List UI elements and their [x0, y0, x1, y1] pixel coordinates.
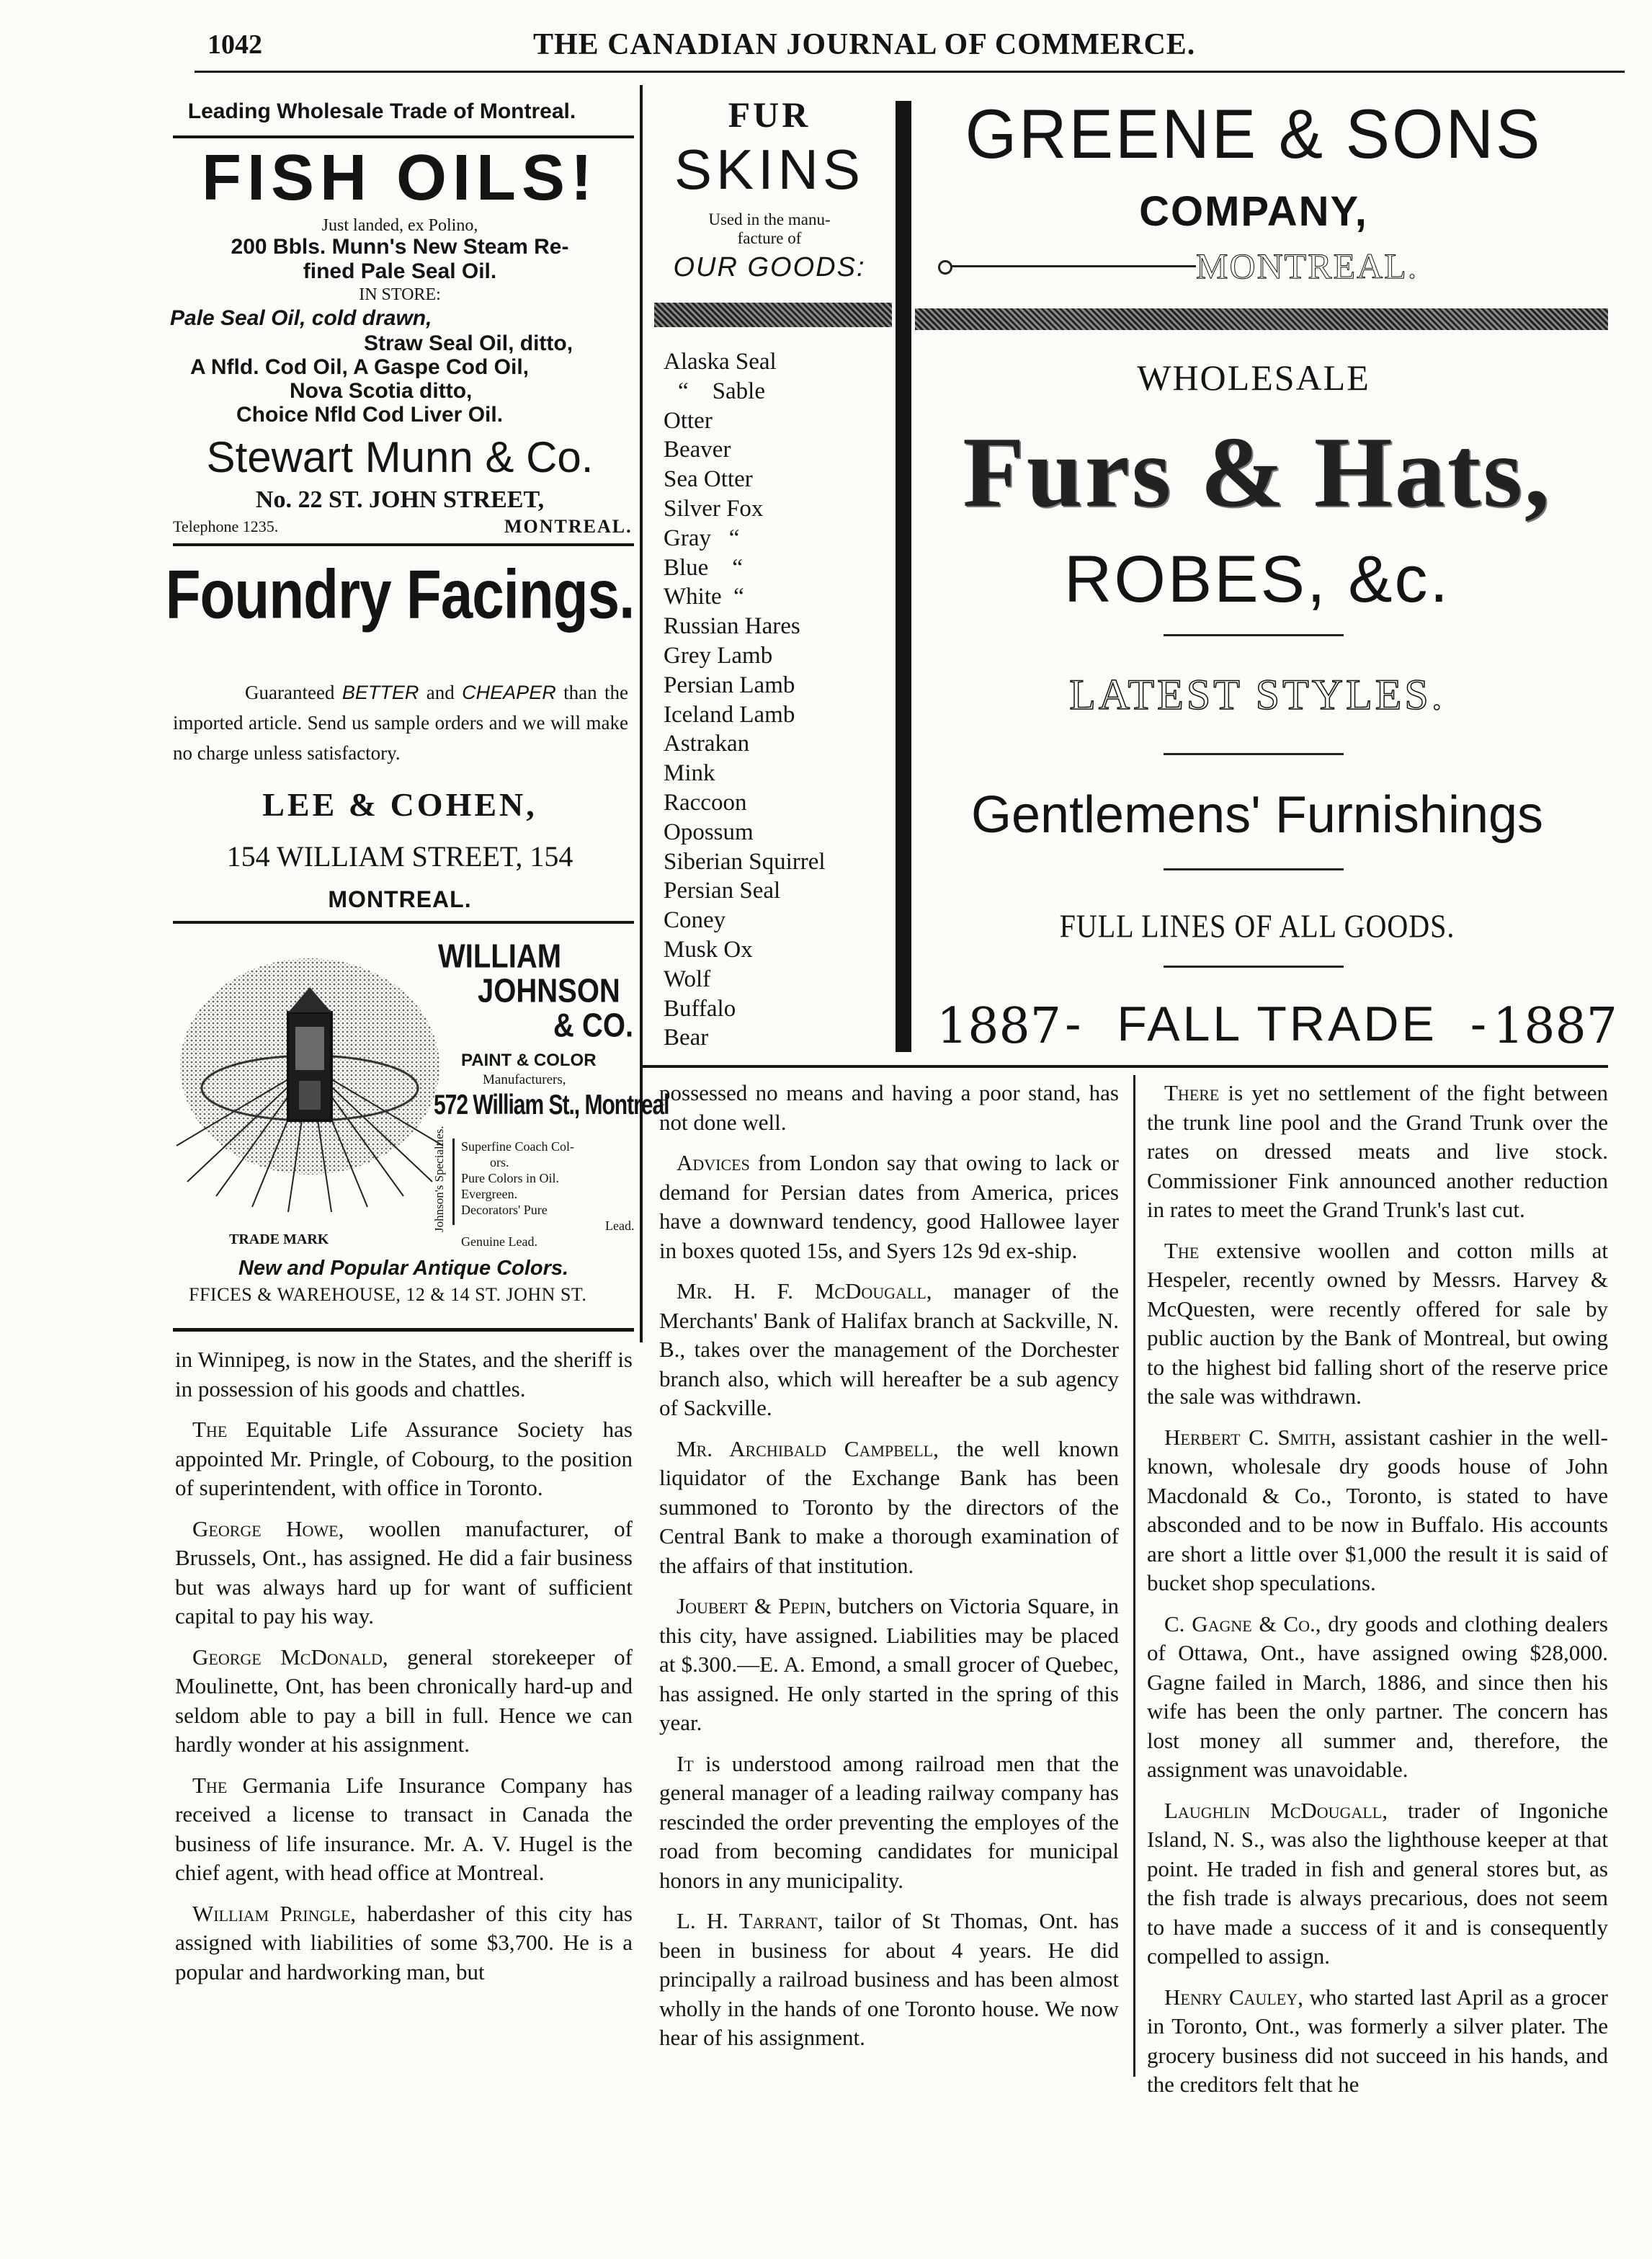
greene-stipple-band	[915, 308, 1608, 330]
article-text: tailor of St Thomas, Ont. has been in business for about 4 years. He did principally a railroad business and has been almost wholly in the hands of one Toronto house. We now hear of his assignment.	[659, 1908, 1120, 2050]
article-text: woollen manufacturer, of Brussels, Ont., has assigned. He did a fair business but was always hard up for want of sufficient capital to pay his way.	[175, 1515, 633, 1628]
fur-item: Blue “	[664, 554, 743, 581]
spec-3: Evergreen.	[461, 1187, 518, 1201]
article-lead: Herbert C. Smith,	[1164, 1424, 1336, 1450]
article-paragraph	[1147, 1610, 1608, 1785]
article-paragraph	[175, 1345, 633, 1404]
article-paragraph	[659, 1750, 1119, 1896]
article-lead: Laughlin McDougall,	[1164, 1797, 1388, 1823]
article-paragraph	[1147, 1237, 1608, 1412]
journal-title: THE CANADIAN JOURNAL OF COMMERCE.	[533, 28, 1196, 61]
fish-just-landed: Just landed, ex Polino,	[321, 216, 478, 235]
article-paragraph	[175, 1515, 633, 1631]
fur-used-in1: Used in the manu-	[708, 210, 831, 228]
johnson-specialties	[461, 1139, 634, 1249]
johnson-offices: FFICES & WAREHOUSE, 12 & 14 ST. JOHN ST.	[189, 1284, 587, 1305]
spec-2: Pure Colors in Oil.	[461, 1171, 560, 1185]
greene-city: MONTREAL.	[1196, 246, 1419, 286]
spec-5: Genuine Lead.	[461, 1234, 537, 1249]
greene-city-circle-icon	[938, 260, 952, 275]
greene-full-lines: FULL LINES OF ALL GOODS.	[1059, 907, 1455, 945]
article-lead: Mr. Archibald Campbell,	[677, 1435, 939, 1461]
fish-line3: Pale Seal Oil, cold drawn,	[170, 306, 432, 330]
article-paragraph	[659, 1592, 1119, 1738]
article-paragraph	[659, 1277, 1119, 1423]
article-text: Equitable Life Assurance Society has appointed Mr. Pringle, of Cobourg, to the position of superintendent, with office in Toronto.	[175, 1417, 633, 1500]
lee-cohen-firm: LEE & COHEN,	[262, 786, 537, 823]
article-text: haberdasher of this city has assigned with liabilities of some $3,700. He is a popular and hardworking man, but	[175, 1900, 633, 1984]
johnson-tagline: New and Popular Antique Colors.	[238, 1257, 569, 1280]
article-text: is understood among railroad men that the general manager of a leading railway company has rescinded the order preventing the employes of the road from becoming candidates for municipal honors in any municipality.	[659, 1750, 1119, 1893]
fur-item: Grey Lamb	[664, 642, 773, 669]
fur-item: Wolf	[664, 966, 711, 992]
article-paragraph	[659, 1907, 1119, 2053]
fish-line4: Straw Seal Oil, ditto,	[364, 331, 573, 355]
article-lead: C. Gagne & Co.,	[1164, 1610, 1321, 1636]
fish-line6: Nova Scotia ditto,	[290, 379, 473, 403]
article-paragraph	[175, 1899, 633, 1987]
left-section-title: Leading Wholesale Trade of Montreal.	[187, 99, 576, 123]
johnson-name1: WILLIAM	[438, 938, 562, 975]
greene-fall-trade: - FALL TRADE -	[1065, 997, 1490, 1051]
article-lead: It	[677, 1750, 694, 1776]
johnson-name2: JOHNSON	[478, 973, 620, 1010]
fish-line5: A Nfld. Cod Oil, A Gaspe Cod Oil,	[190, 355, 530, 379]
article-lead: The	[192, 1772, 228, 1798]
greene-furs-hats: Furs & Hats,	[963, 416, 1552, 528]
fur-item: Alaska Seal	[664, 349, 777, 375]
article-text: Germania Life Insurance Company has received a license to transact in Canada the business of life insurance. Mr. A. V. Hugel is the chief agent, with head office at Montreal.	[175, 1772, 633, 1885]
article-text: extensive woollen and cotton mills at Hespeler, recently owned by Messrs. Harvey & McQuesten, were recently offered for sale by public auction by the Bank of Montreal, but owing to the highest bid falling short of the reserve price the sale was withdrawn.	[1147, 1237, 1608, 1409]
fur-item: Musk Ox	[664, 936, 753, 963]
article-paragraph	[175, 1771, 633, 1888]
johnson-address: 572 William St., Montreal	[434, 1090, 669, 1120]
fish-line2: fined Pale Seal Oil.	[303, 259, 497, 283]
middle-rule	[643, 1065, 1608, 1068]
johnson-line2: Manufacturers,	[483, 1072, 566, 1087]
article-paragraph	[659, 1435, 1119, 1581]
greene-year-right: 1887	[1493, 998, 1618, 1055]
fur-item: Raccoon	[664, 789, 747, 816]
stewart-munn-address: No. 22 ST. JOHN STREET,	[255, 486, 545, 513]
johnson-rule	[173, 1328, 634, 1332]
fur-item: Iceland Lamb	[664, 701, 795, 728]
article-text: possessed no means and having a poor stand, has not done well.	[659, 1080, 1119, 1135]
article-column-1	[175, 1345, 633, 1998]
greene-rule-1	[1164, 634, 1344, 636]
spec-1b: ors.	[490, 1155, 509, 1169]
stewart-munn-telephone: Telephone 1235.	[173, 517, 279, 535]
page-number: 1042	[207, 30, 262, 60]
lee-cohen-city: MONTREAL.	[328, 886, 472, 912]
article-column-2	[659, 1079, 1119, 2064]
greene-rule-3	[1164, 868, 1344, 870]
article-lead: L. H. Tarrant,	[677, 1908, 823, 1933]
lee-cohen-rule	[173, 921, 634, 924]
article-lead: Henry Cauley,	[1164, 1984, 1303, 2010]
fur-item: Bear	[664, 1025, 709, 1051]
foundry-better: BETTER	[341, 682, 419, 703]
fur-item: Siberian Squirrel	[664, 848, 826, 875]
article-paragraph	[175, 1415, 633, 1503]
article-paragraph	[659, 1079, 1119, 1137]
article-paragraph	[659, 1149, 1119, 1265]
fur-stipple-band	[654, 303, 892, 327]
fur-used-in2: facture of	[737, 229, 802, 247]
article-paragraph	[1147, 1079, 1608, 1225]
article-text: who started last April as a grocer in Toronto, Ont., was formerly a silver plater. The grocery business did not succeed in his hands, and the creditors felt that he	[1147, 1984, 1609, 2097]
fur-title1: FUR	[728, 94, 811, 135]
article-lead: There	[1164, 1080, 1220, 1105]
fur-item: White “	[664, 584, 744, 610]
greene-rule-2	[1164, 753, 1344, 755]
article-text: is yet no settlement of the fight between the trunk line pool and the Grand Trunk over the rates on dressed meats and live stock. Commissioner Fink announced another reduction in rates to meet the Grand Trunk's last cut.	[1147, 1080, 1608, 1222]
article-lead: The	[1164, 1237, 1200, 1263]
article-lead: Joubert & Pepin,	[677, 1593, 832, 1618]
fur-item: Sea Otter	[664, 466, 753, 493]
spec-4b: Lead.	[605, 1218, 635, 1233]
greene-name: GREENE & SONS	[965, 96, 1542, 174]
divider-left	[640, 85, 643, 1342]
greene-latest: LATEST STYLES.	[1069, 671, 1445, 718]
article-column-3	[1147, 1079, 1608, 2111]
article-text: general storekeeper of Moulinette, Ont, has been chronically hard-up and seldom able to pay a bill in full. Hence we can hardly wonder at his assignment.	[175, 1644, 633, 1757]
article-paragraph	[1147, 1796, 1608, 1971]
johnson-specialties-label: Johnson's Specialties.	[432, 1126, 446, 1232]
greene-city-ornament	[944, 265, 1196, 267]
article-lead: The	[192, 1417, 228, 1442]
divider-fur	[896, 101, 911, 1052]
fish-line1: 200 Bbls. Munn's New Steam Re-	[231, 235, 569, 259]
fur-item: Mink	[664, 760, 715, 787]
stewart-rule	[173, 543, 634, 546]
foundry-text	[173, 677, 628, 768]
article-text: in Winnipeg, is now in the States, and the sheriff is in possession of his goods and chattles.	[175, 1347, 633, 1402]
fur-item: Gray “	[664, 525, 740, 551]
fur-item: Beaver	[664, 437, 731, 463]
article-text: trader of Ingoniche Island, N. S., was also the lighthouse keeper at that point. He traded in fish and general stores but, as the fish trade is always precarious, does not seem to have made a success of it and is consequently compelled to assign.	[1147, 1797, 1608, 1969]
trade-mark-label: TRADE MARK	[229, 1231, 329, 1247]
greene-company: COMPANY,	[1139, 188, 1368, 235]
article-lead: George McDonald,	[192, 1644, 388, 1670]
fur-item: Silver Fox	[664, 495, 764, 522]
fur-item: Opossum	[664, 819, 754, 845]
divider-col2-col3	[1133, 1075, 1135, 2077]
article-text: assistant cashier in the well-known, wholesale dry goods house of John Macdonald & Co., Toronto, is stated to have absconded and to be now in Buffalo. His accounts are short a little over $1,000 the result it is said of bucket shop speculations.	[1147, 1424, 1608, 1595]
article-text: dry goods and clothing dealers of Ottawa, Ont., have assigned owing $28,000. Gagne failed in March, 1886, and since then his wife has been the only partner. The concern has lost money all summer and, therefore, the assignment was unavoidable.	[1147, 1610, 1608, 1782]
article-paragraph	[1147, 1983, 1608, 2100]
article-lead: William Pringle,	[192, 1900, 357, 1926]
article-text: butchers on Victoria Square, in this city, have assigned. Liabilities may be placed at $.300.—E. A. Emond, a small grocer of Quebec, has assigned. He only started in the spring of this year.	[659, 1593, 1120, 1735]
foundry-text-b: and	[419, 682, 463, 703]
foundry-text-c: than the imported article. Send us sample orders and we will make no charge unless satisfactory.	[173, 682, 628, 764]
spec-1: Superfine Coach Col-	[461, 1139, 574, 1154]
greene-wholesale: WHOLESALE	[1137, 357, 1370, 398]
fish-in-store: IN STORE:	[359, 285, 441, 304]
foundry-cheaper: CHEAPER	[462, 682, 556, 703]
article-lead: George Howe,	[192, 1515, 344, 1541]
greene-robes: ROBES, &c.	[1063, 543, 1451, 616]
fur-item: Coney	[664, 907, 726, 934]
greene-gentlemens: Gentlemens' Furnishings	[970, 786, 1544, 844]
johnson-line1: PAINT & COLOR	[461, 1051, 597, 1070]
fur-item: Otter	[664, 407, 713, 434]
fur-item: Persian Seal	[664, 878, 781, 904]
article-paragraph	[175, 1643, 633, 1760]
article-lead: Mr. H. F. McDougall,	[677, 1278, 932, 1304]
article-lead: Advices	[677, 1150, 750, 1175]
greene-rule-4	[1164, 966, 1344, 968]
foundry-text-a: Guaranteed	[245, 682, 342, 703]
fur-our-goods: OUR GOODS:	[673, 252, 866, 282]
fur-item: “ Sable	[678, 378, 765, 404]
left-title-rule	[173, 135, 634, 138]
fur-item: Astrakan	[664, 731, 750, 757]
header-rule	[195, 71, 1625, 73]
fur-item: Persian Lamb	[664, 672, 795, 698]
fur-title2: SKINS	[674, 138, 865, 201]
stewart-munn-city: MONTREAL.	[504, 516, 633, 537]
johnson-name3: & CO.	[553, 1007, 634, 1044]
fur-item: Buffalo	[664, 995, 736, 1022]
fur-item: Russian Hares	[664, 613, 800, 640]
foundry-headline: Foundry Facings.	[165, 556, 635, 633]
spec-4: Decorators' Pure	[461, 1203, 548, 1217]
article-paragraph	[1147, 1423, 1608, 1598]
article-text: from London say that owing to lack or demand for Persian dates from America, prices have a downward tendency, good Hallowee layer in boxes quoted 15s, and Syers 12s 9d ex-ship.	[659, 1150, 1119, 1263]
fish-oils-headline: FISH OILS!	[202, 142, 598, 214]
article-text: manager of the Merchants' Bank of Halifax branch at Sackville, N. B., takes over the management of the Dorchester branch also, which will hereafter be a sub agency of Sackville.	[659, 1278, 1119, 1420]
greene-year-left: 1887	[937, 998, 1062, 1055]
trade-mark-emblem-icon	[173, 944, 447, 1232]
fish-line7: Choice Nfld Cod Liver Oil.	[236, 403, 504, 427]
stewart-munn-firm: Stewart Munn & Co.	[206, 433, 594, 481]
article-text: the well known liquidator of the Exchange Bank has been summoned to Toronto by the directors of the Central Bank to make a thorough examination of the affairs of that institution.	[659, 1435, 1119, 1578]
lee-cohen-address: 154 WILLIAM STREET, 154	[226, 840, 573, 873]
fur-item-list	[664, 347, 894, 1053]
